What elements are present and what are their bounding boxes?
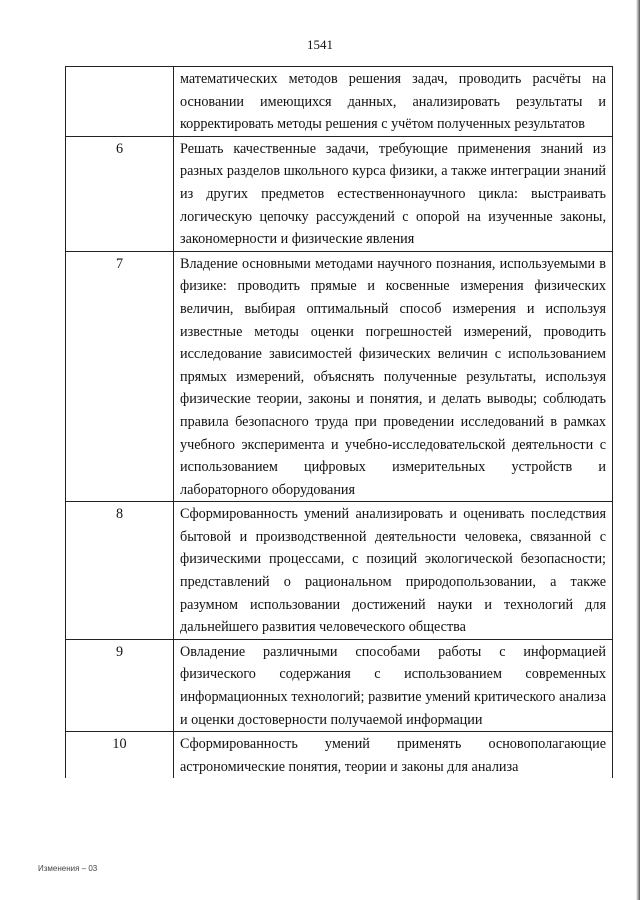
- table-row: [66, 136, 613, 251]
- row-number: 6: [66, 136, 174, 251]
- row-text: Владение основными методами научного познания, используемыми в физике: проводить прямые и косвенные измерения физических величин, выбирая оптимальный способ измерения и используя известные методы оценки погрешностей измерений, проводить исследование зависимостей физических величин с использованием прямых измерений, объяснять полученные результаты, используя физические теории, законы и понятия, и делать выводы; соблюдать правила безопасного труда при проведении исследований в рамках учебного эксперимента и учебно-исследовательской деятельности с использованием цифровых измерительных устройств и лабораторного оборудования: [174, 251, 613, 502]
- row-number: [66, 67, 174, 137]
- row-text: математических методов решения задач, проводить расчёты на основании имеющихся данных, анализировать результаты и корректировать методы решения с учётом полученных результатов: [174, 67, 613, 137]
- row-number: 8: [66, 502, 174, 640]
- scan-edge-shadow: [636, 0, 640, 900]
- requirements-table: [65, 66, 613, 778]
- footer-revision-note: Изменения – 03: [38, 864, 98, 873]
- table-row: [66, 67, 613, 137]
- row-number: 9: [66, 639, 174, 731]
- row-number: 7: [66, 251, 174, 502]
- row-text: Решать качественные задачи, требующие применения знаний из разных разделов школьного курса физики, а также интеграции знаний из других предметов естественнонаучного цикла: выстраивать логическую цепочку рассуждений с опорой на изученные законы, закономерности и физические явления: [174, 136, 613, 251]
- table-row: [66, 502, 613, 640]
- row-text: Сформированность умений анализировать и оценивать последствия бытовой и производственной деятельности человека, связанной с физическими процессами, с позиций экологической безопасности; представлений о рациональном природопользовании, а также разумном использовании достижений науки и технологий для дальнейшего развития человеческого общества: [174, 502, 613, 640]
- row-number: 10: [66, 732, 174, 779]
- row-text: Сформированность умений применять основополагающие астрономические понятия, теории и законы для анализа: [174, 732, 613, 779]
- table-row: [66, 251, 613, 502]
- row-text: Овладение различными способами работы с информацией физического содержания с использованием современных информационных технологий; развитие умений критического анализа и оценки достоверности получаемой информации: [174, 639, 613, 731]
- table-row: [66, 639, 613, 731]
- table-row: [66, 732, 613, 779]
- page-number: 1541: [307, 37, 333, 52]
